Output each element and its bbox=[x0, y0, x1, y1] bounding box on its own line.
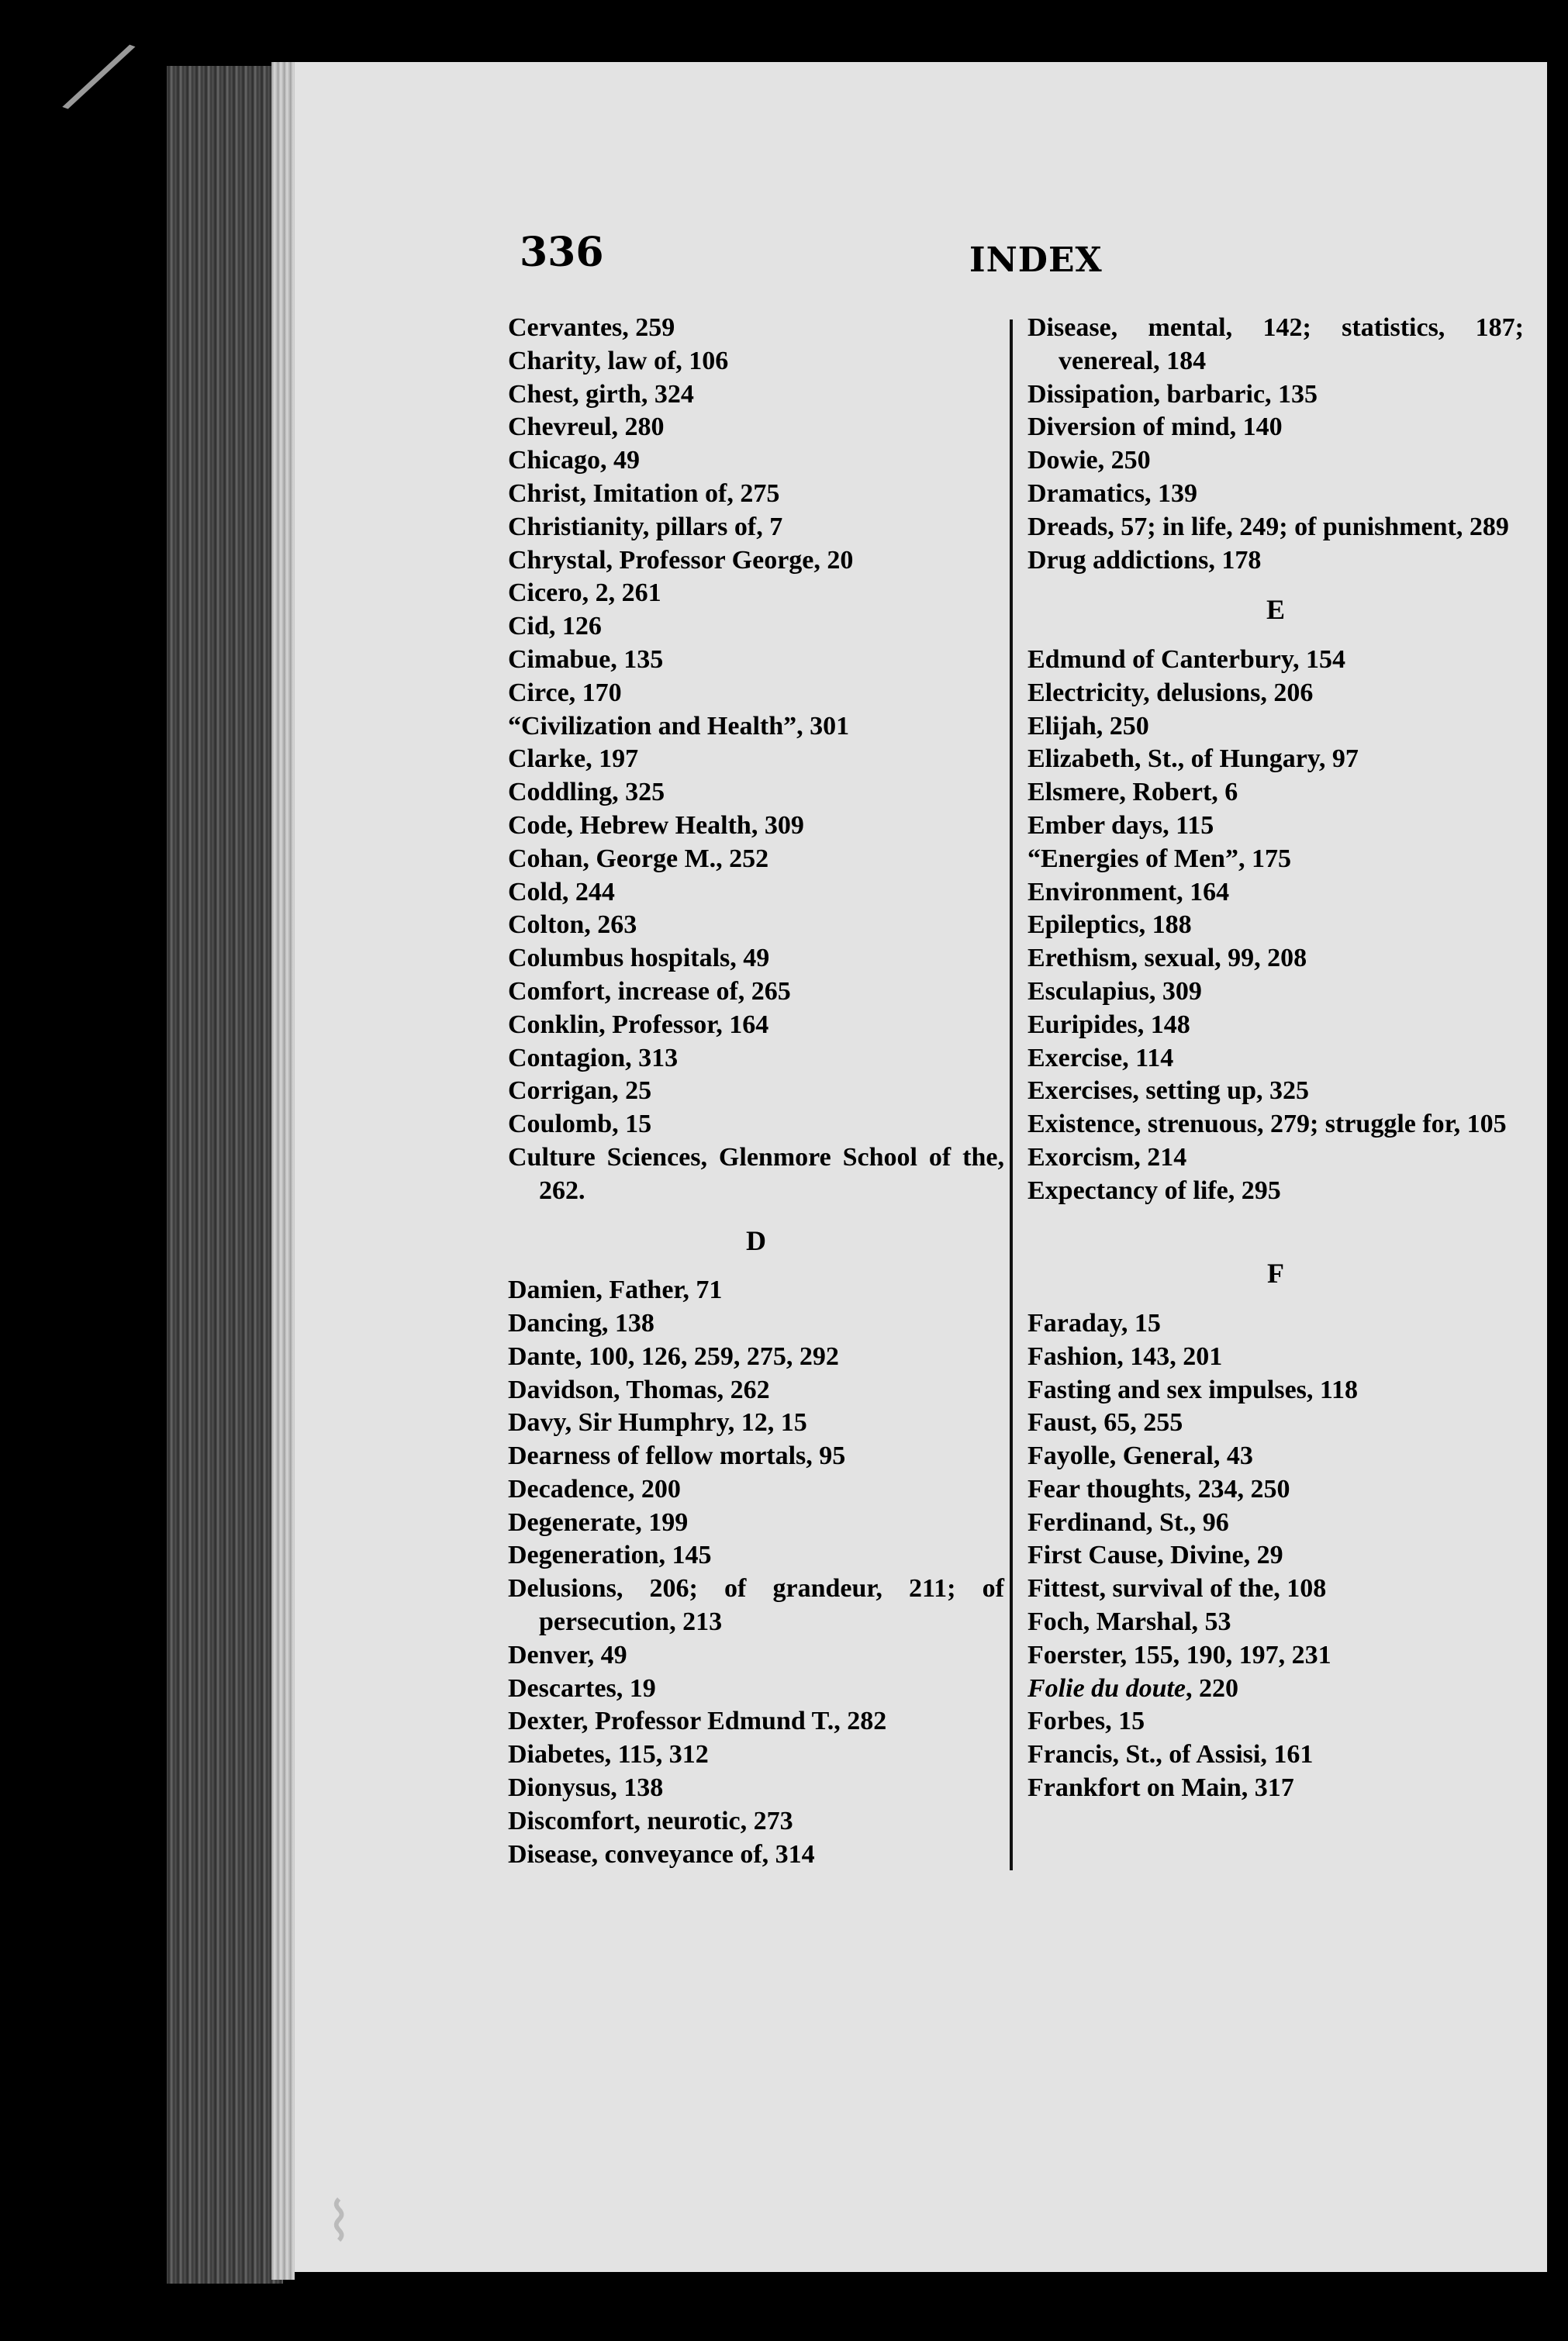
index-entry: Code, Hebrew Health, 309 bbox=[508, 810, 804, 840]
index-entry: Ferdinand, St., 96 bbox=[1027, 1507, 1229, 1537]
index-entry: Colton, 263 bbox=[508, 910, 637, 940]
index-entry: Elizabeth, St., of Hungary, 97 bbox=[1027, 744, 1359, 774]
page-number: 336 bbox=[520, 229, 604, 276]
index-entry: Comfort, increase of, 265 bbox=[508, 976, 791, 1006]
index-entry: Dancing, 138 bbox=[508, 1308, 654, 1338]
book-binding bbox=[167, 66, 283, 2284]
index-entry: Environment, 164 bbox=[1027, 877, 1230, 906]
index-entry: Forbes, 15 bbox=[1027, 1707, 1145, 1736]
scan-mark-top-left: ╱ bbox=[64, 31, 133, 123]
index-entry: Drug addictions, 178 bbox=[1027, 545, 1262, 575]
index-entry: Faraday, 15 bbox=[1027, 1308, 1161, 1338]
index-entry: Coulomb, 15 bbox=[508, 1110, 652, 1139]
index-entry: Charity, law of, 106 bbox=[508, 346, 729, 375]
index-entry: Christ, Imitation of, 275 bbox=[508, 478, 780, 508]
index-entry: Cimabue, 135 bbox=[508, 644, 664, 674]
index-entry: Chicago, 49 bbox=[508, 446, 640, 475]
index-entry: Circe, 170 bbox=[508, 678, 622, 707]
index-entry: Chest, girth, 324 bbox=[508, 379, 694, 409]
index-entry: Dreads, 57; in life, 249; of punishment, 289 bbox=[1027, 512, 1509, 541]
index-entry: Exercise, 114 bbox=[1027, 1043, 1174, 1072]
index-entry: “Civilization and Health”, 301 bbox=[508, 711, 850, 741]
index-entry: First Cause, Divine, 29 bbox=[1027, 1541, 1283, 1570]
index-entry-italic: Folie du doute bbox=[1027, 1673, 1186, 1703]
index-column-right bbox=[1027, 312, 1524, 1805]
index-entry: Dionysus, 138 bbox=[508, 1773, 664, 1803]
index-entry: Chevreul, 280 bbox=[508, 413, 665, 442]
index-entry: Exorcism, 214 bbox=[1027, 1142, 1187, 1172]
index-entry: Expectancy of life, 295 bbox=[1027, 1176, 1281, 1205]
index-entry: Christianity, pillars of, 7 bbox=[508, 512, 783, 541]
index-entry: Epileptics, 188 bbox=[1027, 910, 1192, 940]
index-entry-pages: , 220 bbox=[1186, 1673, 1239, 1703]
section-letter: F bbox=[1267, 1258, 1284, 1290]
index-entry: Davy, Sir Humphry, 12, 15 bbox=[508, 1408, 807, 1438]
index-entry: Coddling, 325 bbox=[508, 778, 665, 807]
index-entry: Dexter, Professor Edmund T., 282 bbox=[508, 1707, 887, 1736]
page-gutter bbox=[271, 62, 295, 2280]
index-entry: Chrystal, Professor George, 20 bbox=[508, 545, 854, 575]
index-entry: Erethism, sexual, 99, 208 bbox=[1027, 944, 1307, 973]
index-entry: Foerster, 155, 190, 197, 231 bbox=[1027, 1640, 1331, 1669]
index-entry: Contagion, 313 bbox=[508, 1043, 679, 1072]
index-entry: Damien, Father, 71 bbox=[508, 1276, 723, 1305]
index-entry: Elsmere, Robert, 6 bbox=[1027, 778, 1238, 807]
index-entry: Cicero, 2, 261 bbox=[508, 578, 661, 608]
index-entry: Discomfort, neurotic, 273 bbox=[508, 1806, 793, 1835]
column-rule bbox=[1010, 319, 1013, 1870]
index-entry: Descartes, 19 bbox=[508, 1673, 656, 1703]
index-entry: Fasting and sex impulses, 118 bbox=[1027, 1375, 1359, 1404]
index-entry: Denver, 49 bbox=[508, 1640, 627, 1669]
index-entry: Clarke, 197 bbox=[508, 744, 639, 774]
section-letter: D bbox=[746, 1224, 766, 1256]
section-gap bbox=[1027, 1208, 1524, 1241]
index-entry: Columbus hospitals, 49 bbox=[508, 944, 770, 973]
index-entry: Diversion of mind, 140 bbox=[1027, 413, 1283, 442]
index-entry: Culture Sciences, Glenmore School of the, 262. bbox=[508, 1142, 1004, 1205]
index-entry: Ember days, 115 bbox=[1027, 810, 1214, 840]
index-entry: Cold, 244 bbox=[508, 877, 615, 906]
index-entry: Frankfort on Main, 317 bbox=[1027, 1773, 1294, 1803]
index-entry: Cid, 126 bbox=[508, 612, 602, 641]
index-entry: Electricity, delusions, 206 bbox=[1027, 678, 1314, 707]
index-entry: Dowie, 250 bbox=[1027, 446, 1151, 475]
index-entry bbox=[1027, 1673, 1524, 1706]
index-entry: Dissipation, barbaric, 135 bbox=[1027, 379, 1318, 409]
index-entry: Elijah, 250 bbox=[1027, 711, 1149, 741]
index-entry: Foch, Marshal, 53 bbox=[1027, 1607, 1231, 1637]
index-entry: Dearness of fellow mortals, 95 bbox=[508, 1442, 846, 1471]
scan-mark-bottom-left: ⌇ bbox=[326, 2190, 353, 2253]
index-entry: Fashion, 143, 201 bbox=[1027, 1341, 1223, 1371]
index-entry: Cervantes, 259 bbox=[508, 313, 675, 342]
index-entry: Conklin, Professor, 164 bbox=[508, 1010, 769, 1039]
index-entry: Faust, 65, 255 bbox=[1027, 1408, 1183, 1438]
index-entry: Esculapius, 309 bbox=[1027, 976, 1202, 1006]
index-entry: Exercises, setting up, 325 bbox=[1027, 1076, 1309, 1106]
index-entry: Diabetes, 115, 312 bbox=[508, 1740, 709, 1770]
index-entry: Dramatics, 139 bbox=[1027, 478, 1198, 508]
index-entry: Disease, conveyance of, 314 bbox=[508, 1839, 815, 1869]
index-entry: Dante, 100, 126, 259, 275, 292 bbox=[508, 1341, 839, 1371]
index-entry: Davidson, Thomas, 262 bbox=[508, 1375, 770, 1404]
index-entry: Corrigan, 25 bbox=[508, 1076, 652, 1106]
section-letter: E bbox=[1266, 594, 1285, 626]
index-entry: Existence, strenuous, 279; struggle for, 105 bbox=[1027, 1110, 1507, 1139]
index-entry: Edmund of Canterbury, 154 bbox=[1027, 644, 1345, 674]
index-entry: Decadence, 200 bbox=[508, 1474, 681, 1504]
index-entry: “Energies of Men”, 175 bbox=[1027, 844, 1291, 873]
index-entry: Degenerate, 199 bbox=[508, 1507, 689, 1537]
index-entry: Fear thoughts, 234, 250 bbox=[1027, 1474, 1290, 1504]
index-entry: Delusions, 206; of grandeur, 211; of persecution, 213 bbox=[508, 1574, 1004, 1637]
index-entry: Fayolle, General, 43 bbox=[1027, 1442, 1253, 1471]
index-entry: Disease, mental, 142; statistics, 187; venereal, 184 bbox=[1027, 313, 1524, 375]
index-entry: Cohan, George M., 252 bbox=[508, 844, 769, 873]
running-head: INDEX bbox=[969, 240, 1103, 280]
index-entry: Francis, St., of Assisi, 161 bbox=[1027, 1740, 1314, 1770]
index-entry: Fittest, survival of the, 108 bbox=[1027, 1574, 1327, 1604]
index-column-left bbox=[508, 312, 1004, 1871]
index-entry: Degeneration, 145 bbox=[508, 1541, 712, 1570]
index-entry: Euripides, 148 bbox=[1027, 1010, 1190, 1039]
